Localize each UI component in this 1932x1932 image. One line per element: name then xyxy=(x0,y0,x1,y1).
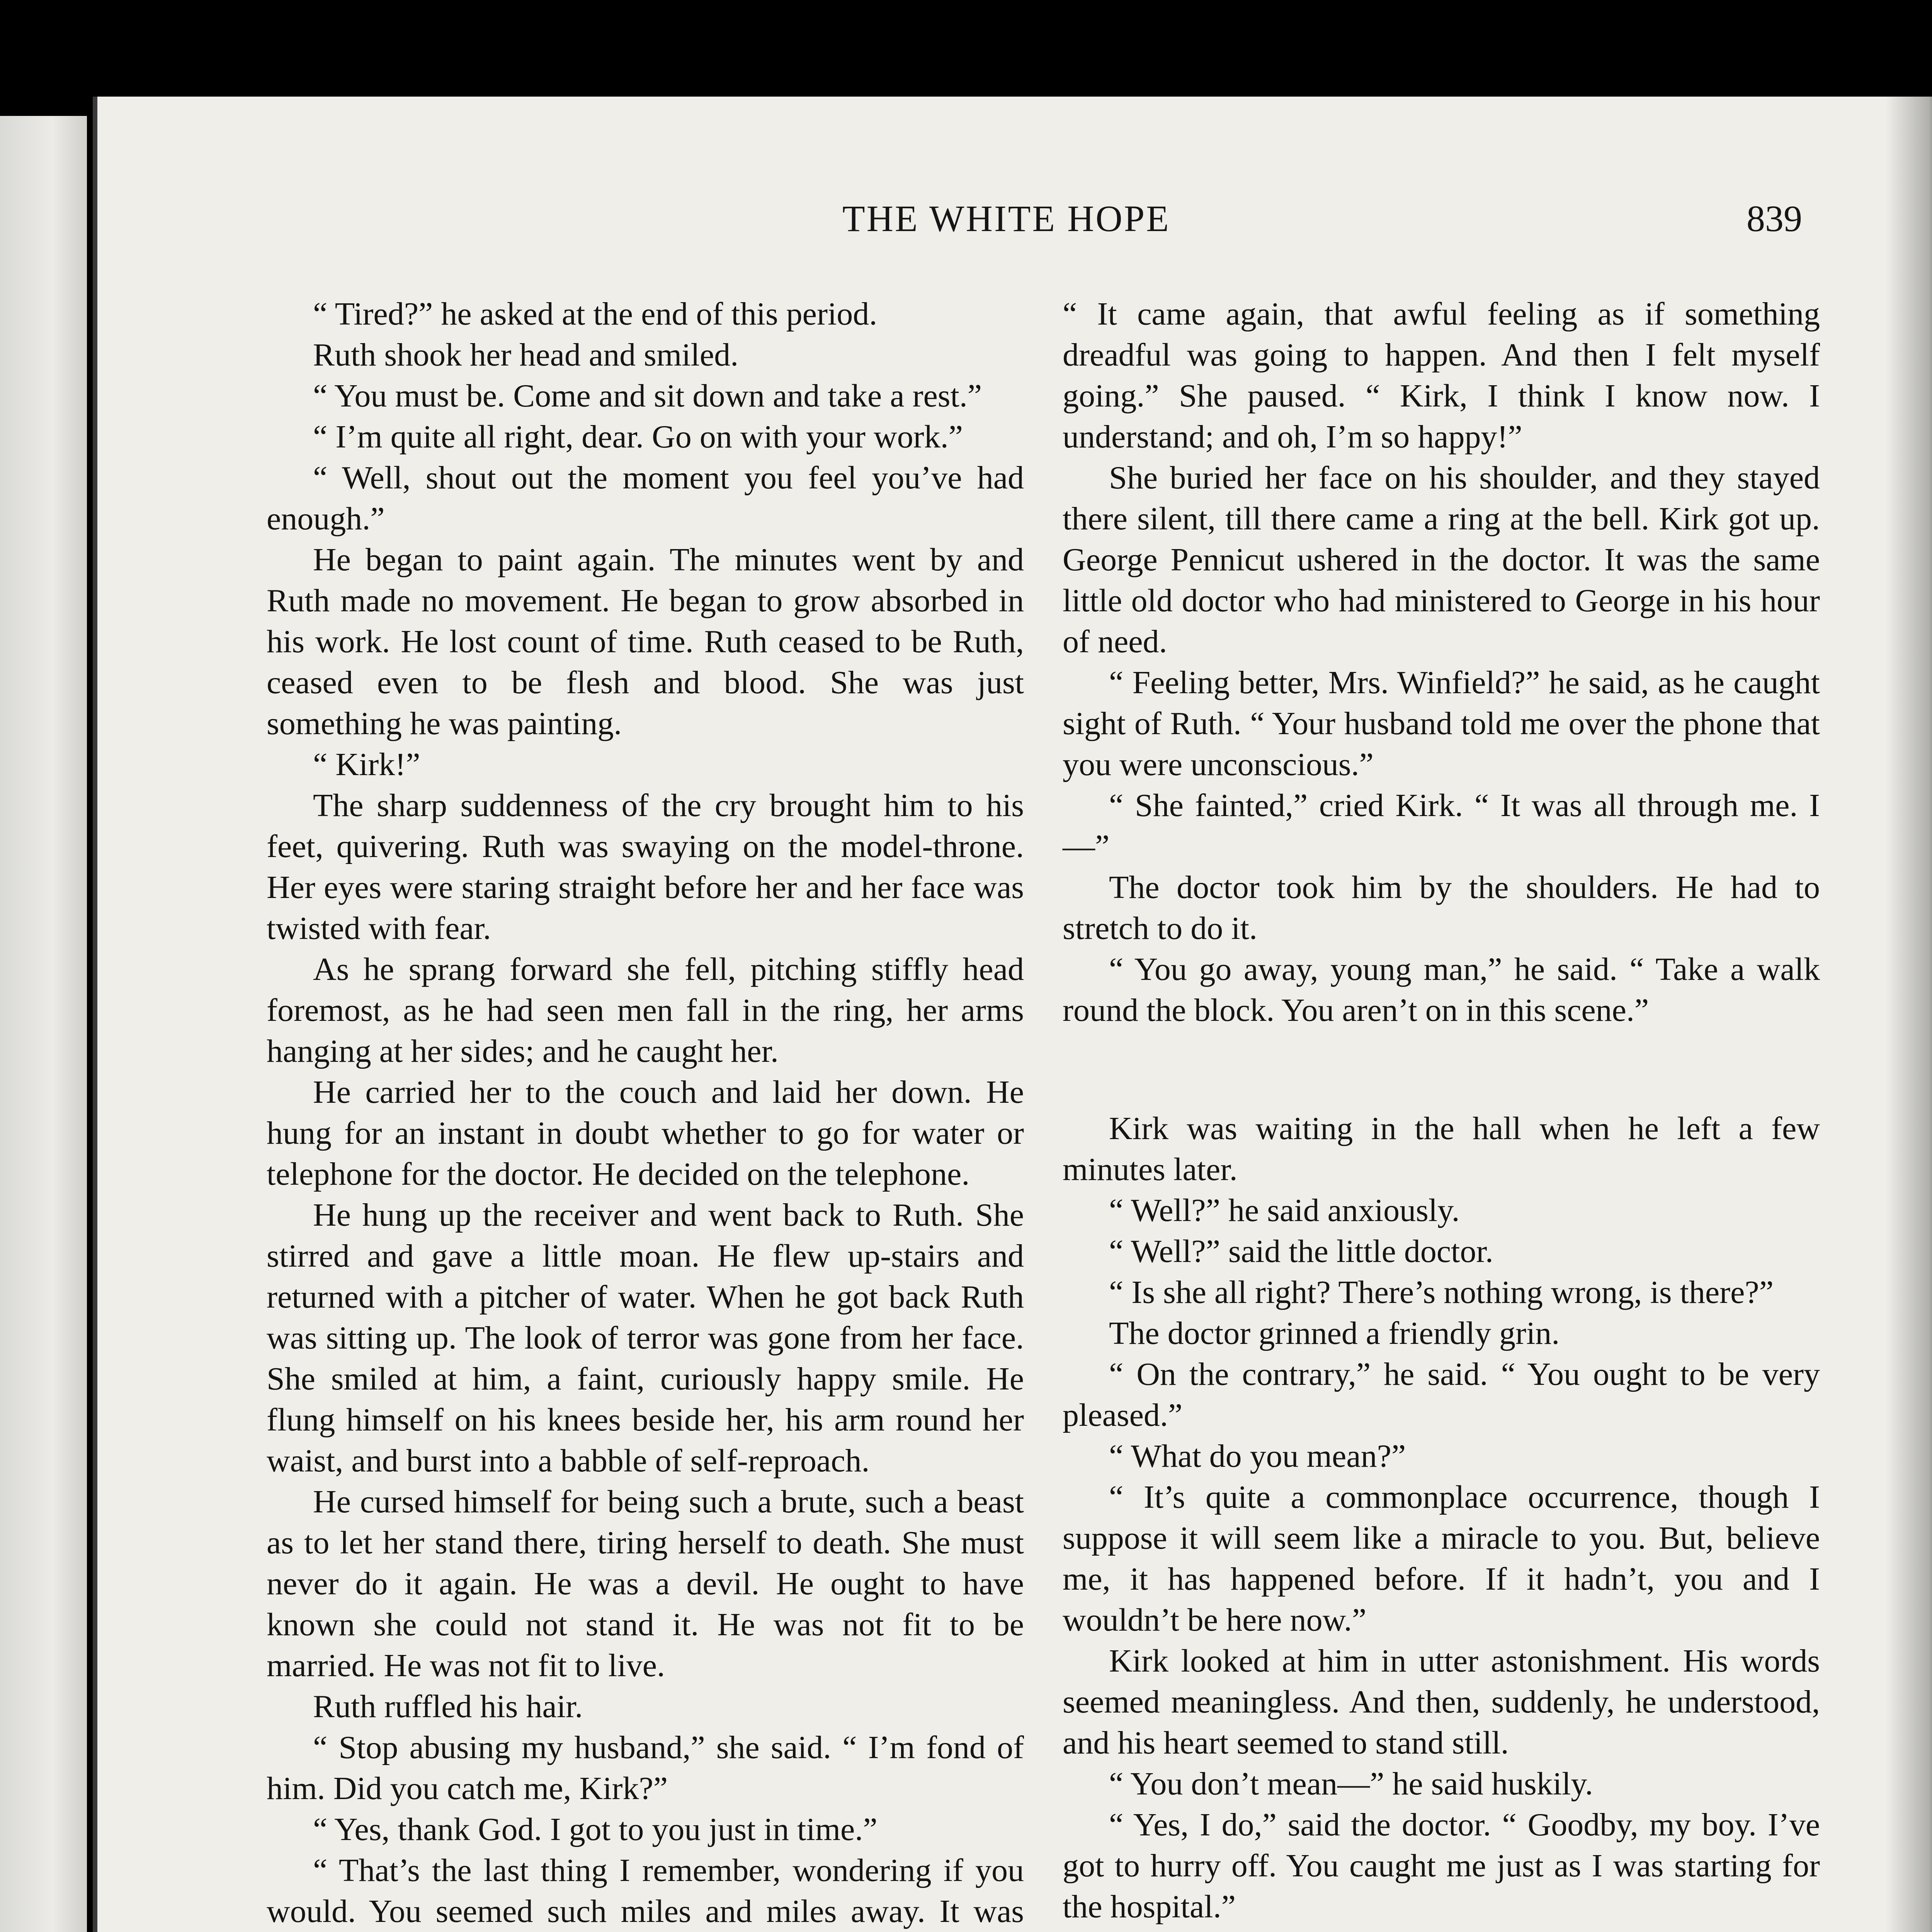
paragraph: Ruth shook her head and smiled. xyxy=(313,337,739,373)
paragraph: Kirk was waiting in the hall when he left a few minutes later. xyxy=(1063,1111,1820,1187)
paragraph: “ It’s quite a commonplace occurrence, though I suppose it will seem like a miracle to you. But, believe me, it has happened before. If it hadn’t, you and I wouldn’t be here now.” xyxy=(1063,1479,1820,1638)
paragraph: “ That’s the last thing I remember, wondering if you would. You seemed such miles and miles away. It was xyxy=(267,1852,1024,1929)
text-column-right xyxy=(1063,294,1820,1932)
book-page xyxy=(93,97,1932,1932)
facing-page-edge xyxy=(0,116,87,1932)
paragraph: “ Feeling better, Mrs. Winfield?” he said, as he caught sight of Ruth. “ Your husband told me over the phone that you were unconscious.” xyxy=(1063,665,1820,782)
running-title: THE WHITE HOPE xyxy=(842,198,1170,239)
paragraph: “ Tired?” he asked at the end of this period. xyxy=(313,296,878,332)
paragraph: “ What do you mean?” xyxy=(1109,1438,1406,1474)
paragraph: “ On the contrary,” he said. “ You ought to be very pleased.” xyxy=(1063,1356,1820,1433)
paragraph: He began to paint again. The minutes went by and Ruth made no movement. He began to grow absorbed in his work. He lost count of time. Ruth ceased to be Ruth, ceased even to be flesh and blood. She was just something he was painting. xyxy=(267,542,1024,742)
paragraph: The doctor took him by the shoulders. He had to stretch to do it. xyxy=(1063,869,1820,946)
running-head xyxy=(93,197,1932,255)
section-break xyxy=(1063,1031,1820,1108)
paragraph: She buried her face on his shoulder, and they stayed there silent, till there came a ring at the bell. Kirk got up. George Pennicut ushered in the doctor. It was the same little old doctor who had ministered to George in his hour of need. xyxy=(1063,460,1820,660)
paragraph: “ I’m quite all right, dear. Go on with your work.” xyxy=(313,419,963,455)
paragraph: “ She fainted,” cried Kirk. “ It was all through me. I—” xyxy=(1063,787,1820,864)
paragraph: Ruth ruffled his hair. xyxy=(313,1689,583,1725)
page-edge-shadow xyxy=(1886,97,1932,1932)
text-column-left xyxy=(267,294,1024,1932)
paragraph: “ Kirk!” xyxy=(313,747,420,782)
paragraph: The sharp suddenness of the cry brought him to his feet, quivering. Ruth was swaying on the model-throne. Her eyes were staring straight before her and her face was twisted with fear. xyxy=(267,787,1024,946)
page-gutter-shadow xyxy=(93,97,97,1932)
paragraph: “ Is she all right? There’s nothing wrong, is there?” xyxy=(1109,1274,1774,1310)
paragraph: “ Well?” said the little doctor. xyxy=(1109,1233,1493,1269)
paragraph: “ Stop abusing my husband,” she said. “ I’m fond of him. Did you catch me, Kirk?” xyxy=(267,1730,1024,1806)
paragraph: “ You must be. Come and sit down and take a rest.” xyxy=(313,378,982,414)
paragraph: He hung up the receiver and went back to Ruth. She stirred and gave a little moan. He flew up-stairs and returned with a pitcher of water. When he got back Ruth was sitting up. The look of terror was gone from her face. She smiled at him, a faint, curiously happy smile. He flung himself on his knees beside her, his arm round her waist, and burst into a babble of self-reproach. xyxy=(267,1197,1024,1479)
section-break xyxy=(1063,1927,1820,1932)
paragraph: He cursed himself for being such a brute, such a beast as to let her stand there, tiring herself to death. She must never do it again. He was a devil. He ought to have known she could not stand it. He was not fit to be married. He was not fit to live. xyxy=(267,1484,1024,1684)
paragraph: As he sprang forward she fell, pitching stiffly head foremost, as he had seen men fall in the ring, her arms hanging at her sides; and he caught her. xyxy=(267,951,1024,1069)
paragraph: “ Yes, I do,” said the doctor. “ Goodby, my boy. I’ve got to hurry off. You caught me just as I was starting for the hospital.” xyxy=(1063,1807,1820,1925)
paragraph: “ You go away, young man,” he said. “ Take a walk round the block. You aren’t on in this scene.” xyxy=(1063,951,1820,1028)
paragraph: He carried her to the couch and laid her down. He hung for an instant in doubt whether to go for water or telephone for the doctor. He decided on the telephone. xyxy=(267,1074,1024,1192)
paragraph: “ You don’t mean—” he said huskily. xyxy=(1109,1766,1593,1802)
paragraph: The doctor grinned a friendly grin. xyxy=(1109,1315,1560,1351)
paragraph: “ Well?” he said anxiously. xyxy=(1109,1192,1460,1228)
page-number: 839 xyxy=(1747,198,1802,239)
paragraph: “ Yes, thank God. I got to you just in time.” xyxy=(313,1811,878,1847)
paragraph: “ It came again, that awful feeling as if something dreadful was going to happen. And then I felt myself going.” She paused. “ Kirk, I think I know now. I understand; and oh, I’m so happy!” xyxy=(1063,296,1820,455)
paragraph: “ Well, shout out the moment you feel you’ve had enough.” xyxy=(267,460,1024,537)
paragraph: Kirk looked at him in utter astonishment. His words seemed meaningless. And then, suddenly, he understood, and his heart seemed to stand still. xyxy=(1063,1643,1820,1761)
